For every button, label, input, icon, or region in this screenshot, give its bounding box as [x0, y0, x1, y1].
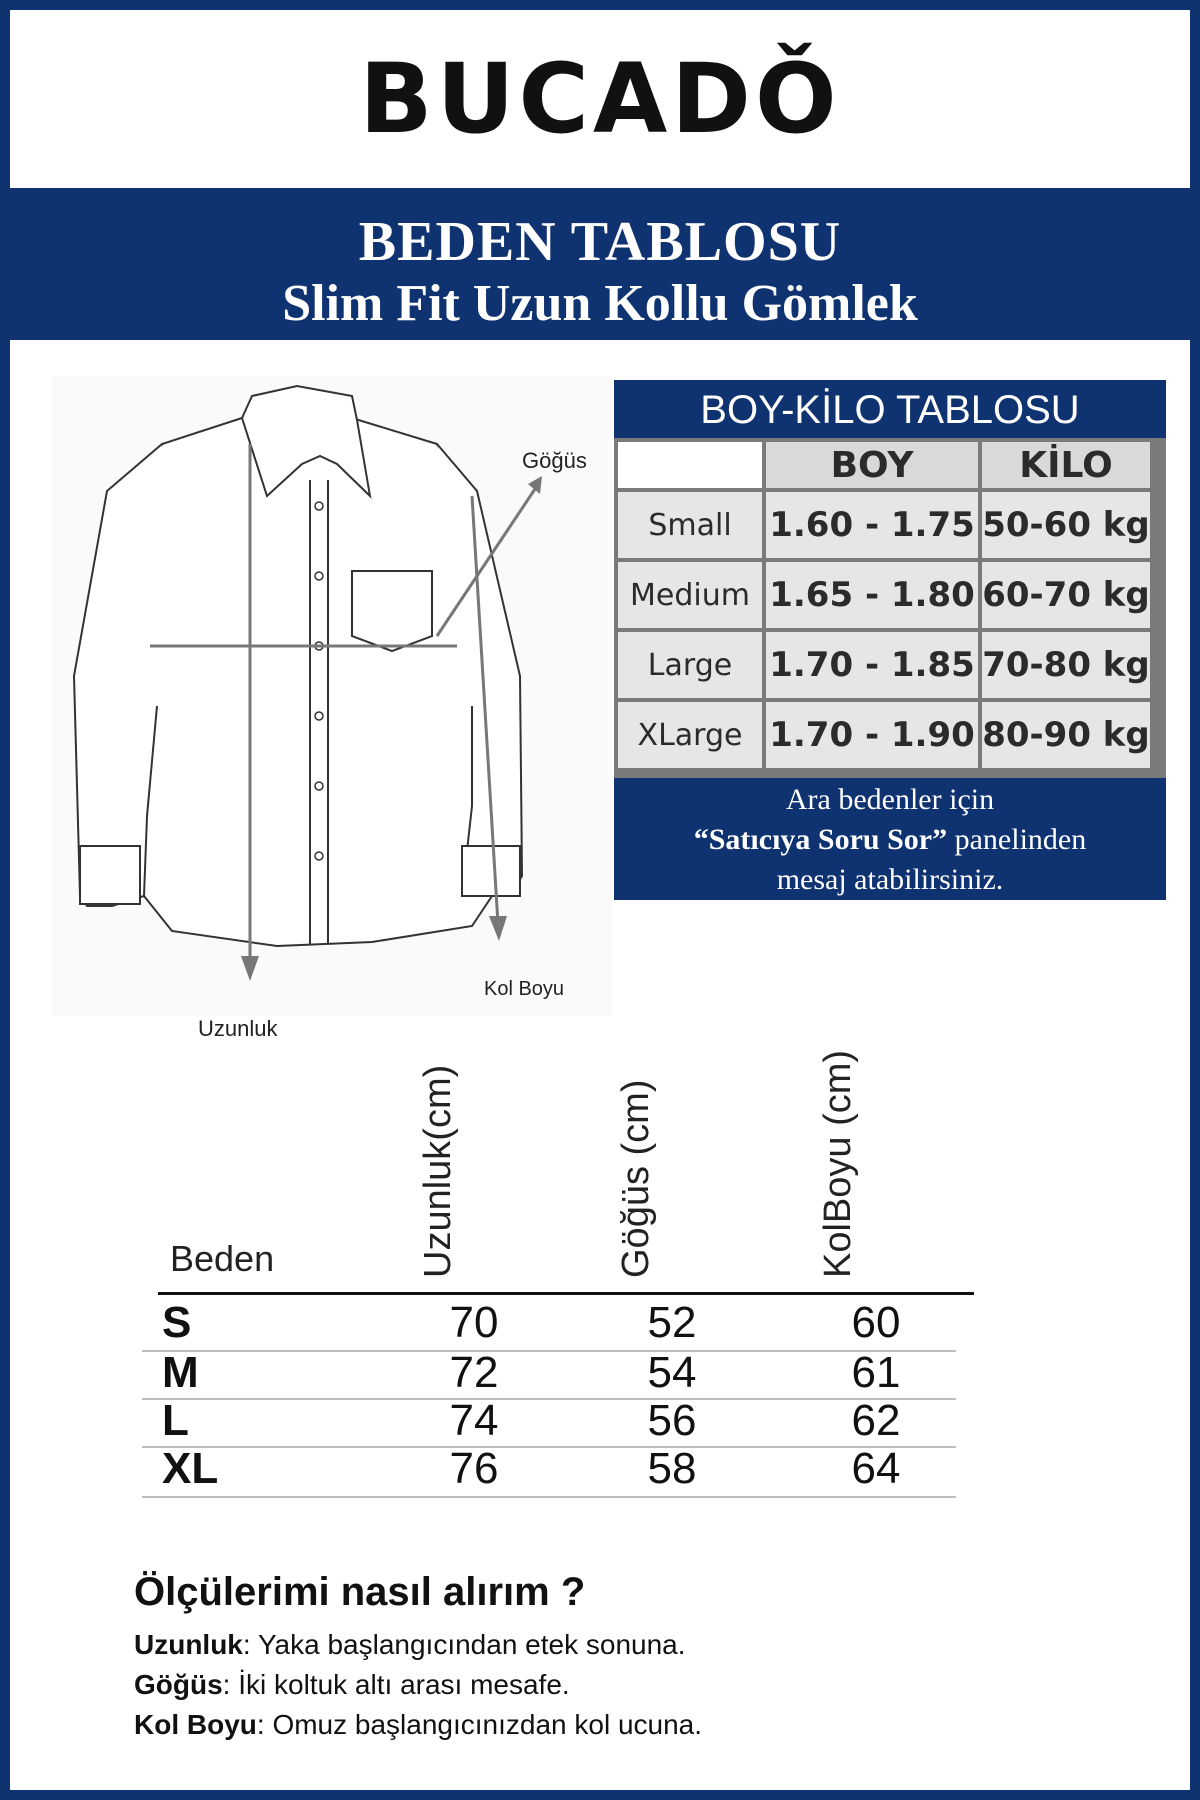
note-line-1: Ara bedenler için	[785, 783, 995, 816]
length-value: 76	[449, 1444, 499, 1493]
length-value: 74	[449, 1396, 499, 1445]
sleeve-value: 62	[851, 1396, 901, 1445]
shirt-diagram	[52, 376, 612, 1041]
title-banner	[10, 188, 1190, 340]
in-between-size-note	[614, 778, 1166, 900]
label-chest: Göğüs	[522, 448, 587, 473]
table-row	[142, 1298, 972, 1346]
kilo-cell: 60-70 kg	[982, 562, 1150, 628]
label-length: Uzunluk	[198, 1016, 278, 1041]
header-kilo: KİLO	[982, 442, 1150, 488]
header-empty-cell	[618, 442, 762, 488]
sleeve-value: 61	[851, 1348, 901, 1397]
length-value: 70	[449, 1298, 499, 1347]
size-label: XL	[162, 1444, 219, 1493]
header-length: Uzunluk(cm)	[417, 1064, 459, 1278]
note-ask-seller: “Satıcıya Soru Sor”	[693, 823, 948, 856]
height-weight-table	[614, 380, 1166, 900]
page-subtitle: Slim Fit Uzun Kollu Gömlek	[282, 275, 918, 332]
chest-value: 58	[647, 1444, 697, 1493]
chest-value: 52	[647, 1298, 697, 1347]
height-weight-title: BOY-KİLO TABLOSU	[614, 380, 1166, 438]
boy-cell: 1.70 - 1.90	[766, 702, 978, 768]
size-chart-page	[10, 10, 1190, 1790]
table-row	[142, 1444, 972, 1492]
note-line-3: mesaj atabilirsiniz.	[776, 863, 1004, 896]
how-to-text: : Yaka başlangıcından etek sonuna.	[242, 1629, 686, 1660]
how-to-text: : Omuz başlangıcınızdan kol ucuna.	[256, 1709, 703, 1740]
how-to-text: : İki koltuk altı arası mesafe.	[222, 1669, 570, 1700]
size-cell: XLarge	[618, 702, 762, 768]
brand-logo-text: BUCADǑ	[359, 43, 841, 155]
header-rule	[158, 1292, 974, 1295]
row-divider	[142, 1496, 956, 1498]
size-cell: Medium	[618, 562, 762, 628]
boy-cell: 1.70 - 1.85	[766, 632, 978, 698]
size-cell: Large	[618, 632, 762, 698]
note-line-2	[614, 820, 1166, 860]
chest-value: 54	[647, 1348, 697, 1397]
size-label: S	[162, 1298, 192, 1347]
how-to-item	[134, 1629, 1134, 1661]
header-sleeve: KolBoyu (cm)	[817, 1049, 859, 1278]
chest-value: 56	[647, 1396, 697, 1445]
header-size: Beden	[170, 1238, 275, 1279]
header-chest: Göğüs (cm)	[615, 1079, 657, 1278]
how-to-term: Kol Boyu	[134, 1709, 257, 1740]
kilo-cell: 50-60 kg	[982, 492, 1150, 558]
boy-cell: 1.65 - 1.80	[766, 562, 978, 628]
size-cell: Small	[618, 492, 762, 558]
label-sleeve: Kol Boyu	[484, 978, 565, 1000]
brand-logo	[10, 10, 1190, 188]
how-to-item	[134, 1709, 1134, 1741]
how-to-term: Göğüs	[134, 1669, 223, 1700]
sleeve-value: 64	[851, 1444, 901, 1493]
table-row	[142, 1396, 972, 1444]
note-line-2-rest: panelinden	[947, 823, 1087, 856]
size-label: M	[162, 1348, 199, 1397]
size-label: L	[162, 1396, 189, 1445]
how-to-title: Ölçülerimi nasıl alırım ?	[134, 1570, 586, 1614]
kilo-cell: 80-90 kg	[982, 702, 1150, 768]
how-to-item	[134, 1669, 1134, 1701]
measurement-table	[130, 1020, 990, 1500]
header-boy: BOY	[766, 442, 978, 488]
kilo-cell: 70-80 kg	[982, 632, 1150, 698]
how-to-measure	[134, 1570, 1134, 1749]
page-title: BEDEN TABLOSU	[358, 211, 842, 273]
table-row	[142, 1348, 972, 1396]
sleeve-value: 60	[851, 1298, 901, 1347]
height-weight-grid	[614, 438, 1166, 778]
boy-cell: 1.60 - 1.75	[766, 492, 978, 558]
length-value: 72	[449, 1348, 499, 1397]
how-to-term: Uzunluk	[134, 1629, 243, 1660]
